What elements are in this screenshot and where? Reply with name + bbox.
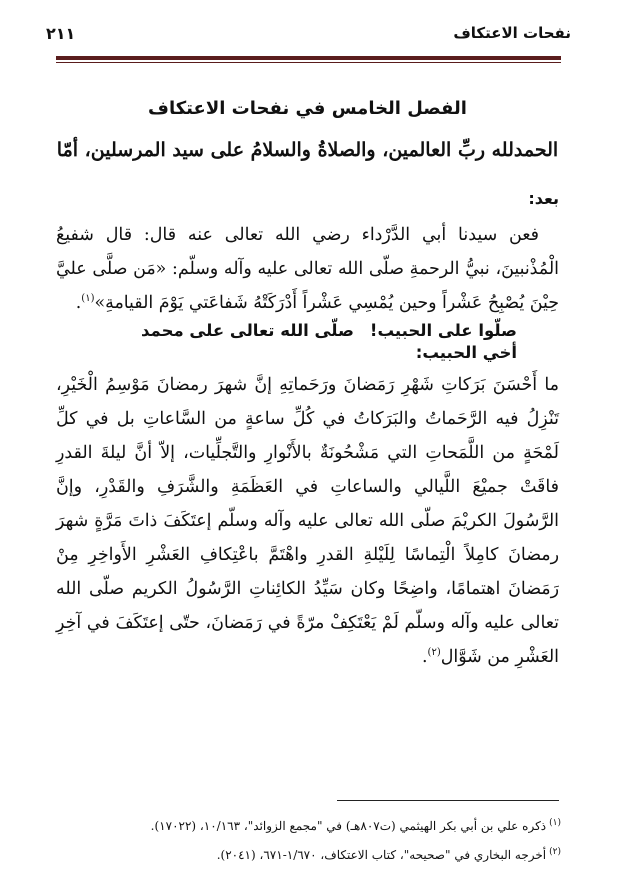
chapter-title: الفصل الخامس في نفحات الاعتكاف	[148, 98, 467, 119]
footnote-ref-1[interactable]: (١)	[81, 293, 95, 305]
after-label: بعد:	[528, 189, 559, 208]
running-title: نفحات الاعتكاف	[453, 24, 571, 42]
salawat-response: صلّى الله تعالى على محمد	[140, 321, 354, 340]
page-body	[56, 98, 559, 674]
header-rule-thin	[56, 62, 561, 63]
doxology-line: الحمدلله ربِّ العالمين، والصلاةُ والسلامُ على سيد المرسلين، أمّا	[56, 139, 559, 161]
akhi-label: أخي الحبيب:	[415, 343, 517, 362]
hadith-end: .	[75, 293, 82, 313]
page-number: ٢١١	[46, 23, 76, 43]
footnote-marker: (٢)	[549, 847, 561, 857]
footnote-ref-2[interactable]: (٢)	[427, 647, 441, 659]
footnotes	[56, 810, 561, 868]
ramadan-text: ما أَحْسَنَ بَرَكاتِ شَهْرِ رَمَضانَ ورَحَماتِهِ إنَّ شهرَ رمضانَ مَوْسِمُ الْخَيْرِ، تَنْزِلُ فيه الرَّحَماتُ والبَرَكاتُ في كُلِّ ساعةٍ من السَّاعاتِ بل في كلِّ لَمْحَةٍ من اللَّمَحاتِ التي مَشْحُونَةٌ بالأَنْوارِ والتَّجلِّيات، إلاّ أنَّ ليلةَ القدرِ فاقَتْ جميْعَ اللَّيالي والساعاتِ في العَظَمَةِ والشَّرَفِ والقَدْرِ، وإنَّ الرَّسُولَ الكريْمَ صلّى الله تعالى عليه وآله وسلّم إعتَكَفَ ذاتَ مَرَّةٍ شهرَ رمضانَ كامِلاً الْتِماسًا لِلَيْلةِ القدرِ واهْتَمَّ باعْتِكافِ العَشْرِ الأَواخِرِ مِنْ رَمَضانَ اهتمامًا، واضِحًا وكان سَيِّدُ الكائِناتِ الرَّسُولُ الكريم صلّى الله تعالى عليه وآله وسلّم لَمْ يَعْتَكِفْ مرّةً في رَمَضانَ، حتّى إعتَكَفَ في آخِرِ العَشْرِ من شَوَّال	[56, 375, 559, 667]
ramadan-end: .	[422, 647, 428, 667]
header-rule	[56, 56, 561, 60]
ramadan-paragraph	[56, 368, 559, 674]
footnote-text: أخرجه البخاري في "صحيحه"، كتاب الاعتكاف، ١/٦٧٠-٦٧١، (٢٠٤١).	[216, 848, 547, 862]
hadith-text: فعن سيدنا أبي الدَّرْداء رضي الله تعالى عنه قال: قال شفيعُ الْمُذْنبينَ، نبيُّ الرحمةِ صلّى الله تعالى عليه وآله وسلّم: «مَن صلَّى عليَّ حِيْنَ يُصْبِحُ عَشْراً وحين يُمْسِي عَشْراً أَدْرَكَتْهُ شَفاعَتي يَوْمَ القيامةِ»	[56, 225, 559, 313]
page-header	[46, 18, 571, 48]
footnote-marker: (١)	[549, 818, 561, 828]
salawat-call: صلّوا على الحبيب!	[369, 321, 517, 340]
hadith-paragraph	[56, 218, 559, 320]
footnote-separator	[337, 800, 559, 801]
footnote-2	[56, 839, 561, 868]
footnote-1	[56, 810, 561, 839]
footnote-text: ذكره علي بن أبي بكر الهيثمي (ت٨٠٧هـ) في "مجمع الزوائد"، ١٠/١٦٣، (١٧٠٢٢).	[150, 819, 547, 833]
salawat-line	[56, 320, 559, 342]
